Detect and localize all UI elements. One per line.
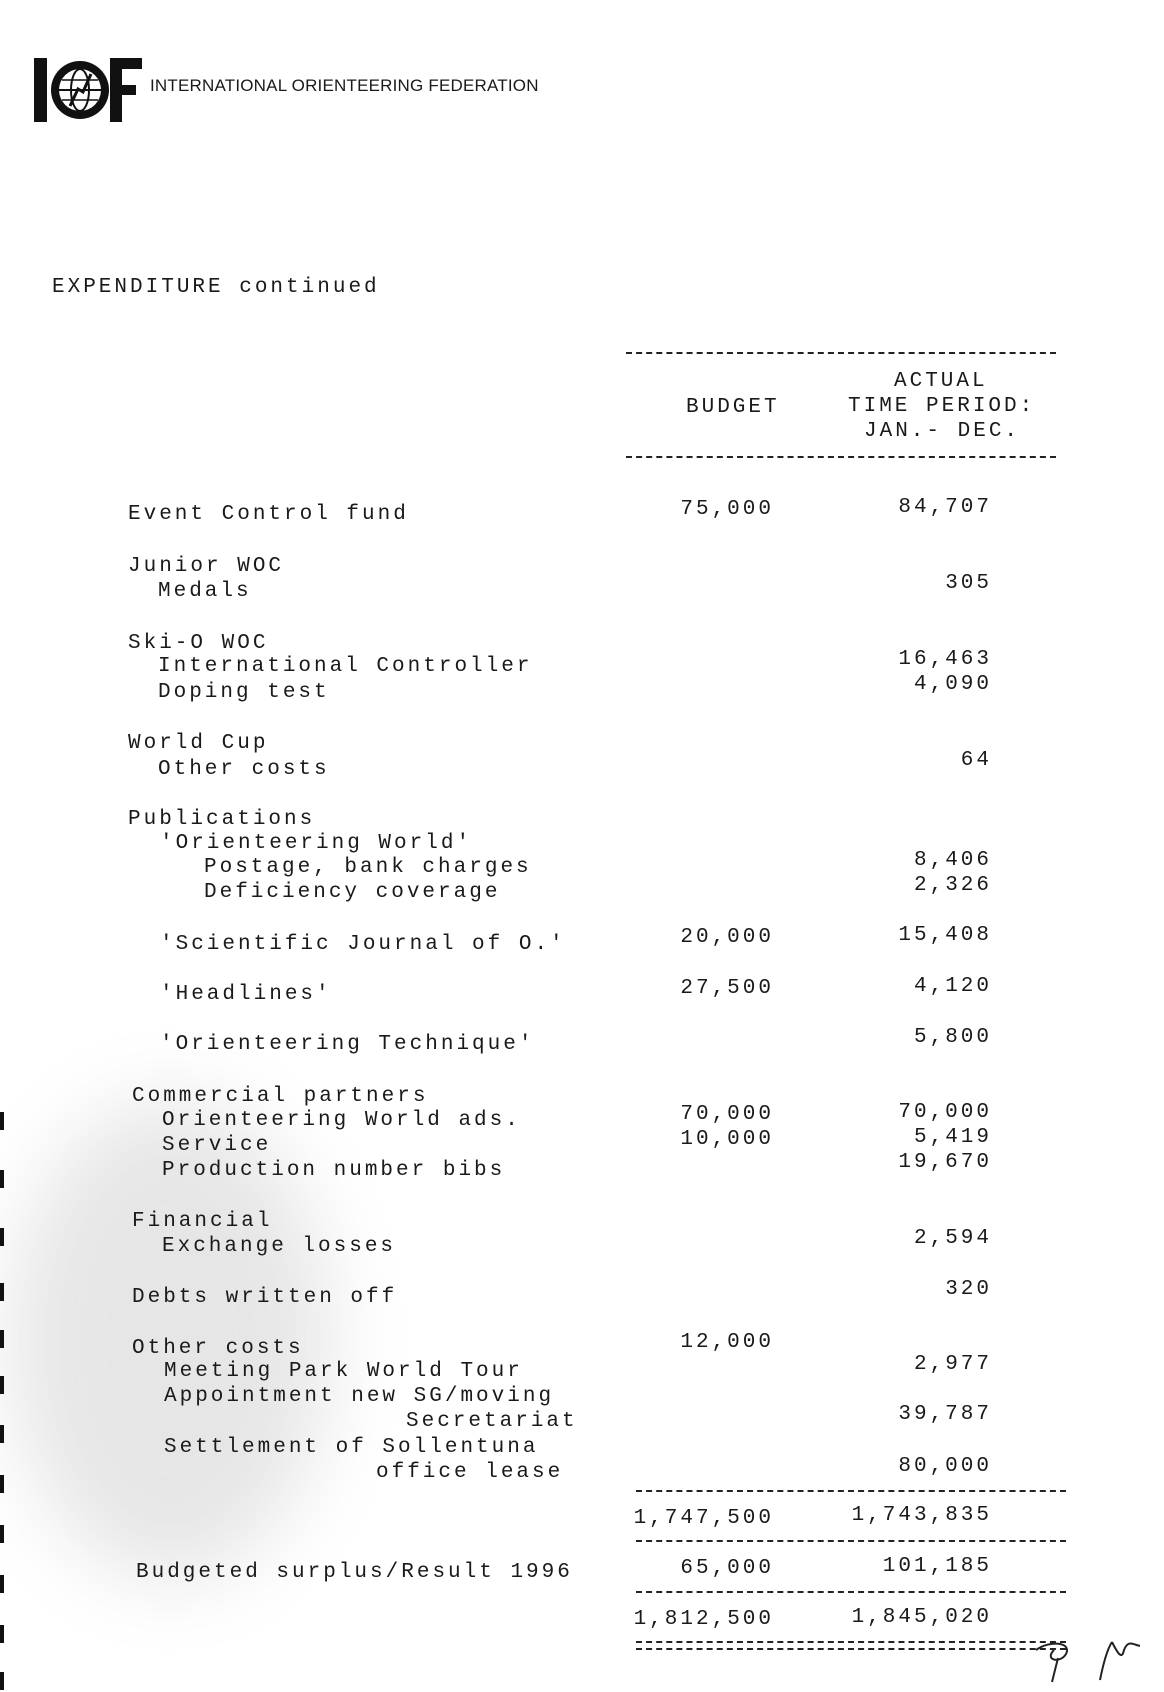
- group-label: Other costs: [132, 1337, 304, 1360]
- grand-total-double-rule: [636, 1641, 1066, 1650]
- actual-value: 84,707: [898, 496, 992, 519]
- line-label: Doping test: [158, 681, 330, 704]
- subtotal-actual: 1,743,835: [851, 1504, 992, 1527]
- group-label: Junior WOC: [128, 555, 285, 578]
- subtotal-budget: 1,747,500: [633, 1507, 774, 1530]
- header-rule-bottom: [626, 456, 1056, 458]
- line-label-continued: Secretariat: [406, 1410, 578, 1433]
- actual-value: 39,787: [898, 1403, 992, 1426]
- line-label: Event Control fund: [128, 503, 409, 526]
- grand-total-actual: 1,845,020: [851, 1606, 992, 1629]
- actual-value: 4,090: [913, 673, 992, 696]
- grand-total-budget: 1,812,500: [633, 1608, 774, 1631]
- actual-value: 4,120: [913, 975, 992, 998]
- group-label: Ski-O WOC: [128, 632, 269, 655]
- handwritten-initials-signature: [1030, 1620, 1150, 1692]
- surplus-actual: 101,185: [882, 1555, 992, 1578]
- line-label: Orienteering World ads.: [162, 1109, 521, 1132]
- iof-logo: [34, 56, 142, 124]
- line-label-continued: office lease: [376, 1461, 564, 1484]
- actual-value: 15,408: [898, 924, 992, 947]
- actual-header-line1: ACTUAL: [894, 370, 988, 393]
- actual-value: 2,977: [913, 1353, 992, 1376]
- budget-value: 12,000: [680, 1331, 774, 1354]
- line-label: Other costs: [158, 758, 330, 781]
- surplus-rule-bottom: [636, 1591, 1066, 1593]
- budget-value: 75,000: [680, 498, 774, 521]
- budget-value: 10,000: [680, 1128, 774, 1151]
- actual-value: 5,800: [913, 1026, 992, 1049]
- header-rule-top: [626, 352, 1056, 354]
- actual-value: 305: [945, 572, 992, 595]
- line-label: Meeting Park World Tour: [164, 1360, 523, 1383]
- actual-value: 2,326: [913, 874, 992, 897]
- section-title: EXPENDITURE continued: [52, 276, 380, 299]
- budget-header: BUDGET: [686, 396, 780, 419]
- line-label: Medals: [158, 580, 252, 603]
- line-label: Deficiency coverage: [204, 881, 501, 904]
- group-label: Commercial partners: [132, 1085, 429, 1108]
- budget-value: 70,000: [680, 1103, 774, 1126]
- line-label: Production number bibs: [162, 1159, 506, 1182]
- budget-value: 20,000: [680, 926, 774, 949]
- line-label: International Controller: [158, 655, 533, 678]
- budget-value: 27,500: [680, 977, 774, 1000]
- actual-value: 5,419: [913, 1126, 992, 1149]
- actual-value: 16,463: [898, 648, 992, 671]
- actual-value: 19,670: [898, 1151, 992, 1174]
- line-label: Exchange losses: [162, 1235, 397, 1258]
- actual-value: 80,000: [898, 1455, 992, 1478]
- group-label: Financial: [132, 1210, 273, 1233]
- line-label: 'Headlines': [160, 983, 332, 1006]
- line-label: Debts written off: [132, 1286, 398, 1309]
- group-label: Publications: [128, 808, 316, 831]
- line-label: Postage, bank charges: [204, 856, 532, 879]
- surplus-label: Budgeted surplus/Result 1996: [136, 1561, 573, 1584]
- subgroup-label: 'Orienteering World': [160, 832, 473, 855]
- actual-value: 70,000: [898, 1101, 992, 1124]
- actual-value: 64: [960, 749, 992, 772]
- surplus-budget: 65,000: [680, 1557, 774, 1580]
- group-label: World Cup: [128, 732, 269, 755]
- org-name: INTERNATIONAL ORIENTEERING FEDERATION: [150, 76, 539, 95]
- subtotal-rule: [636, 1490, 1066, 1492]
- line-label: Service: [162, 1134, 272, 1157]
- actual-header-line2: TIME PERIOD:: [848, 395, 1036, 418]
- actual-value: 320: [945, 1278, 992, 1301]
- line-label: 'Orienteering Technique': [160, 1033, 535, 1056]
- actual-header-line3: JAN.- DEC.: [864, 420, 1021, 443]
- actual-value: 8,406: [913, 849, 992, 872]
- actual-value: 2,594: [913, 1227, 992, 1250]
- line-label: 'Scientific Journal of O.': [160, 933, 566, 956]
- line-label: Settlement of Sollentuna: [164, 1436, 539, 1459]
- surplus-rule-top: [636, 1540, 1066, 1542]
- line-label: Appointment new SG/moving: [164, 1385, 555, 1408]
